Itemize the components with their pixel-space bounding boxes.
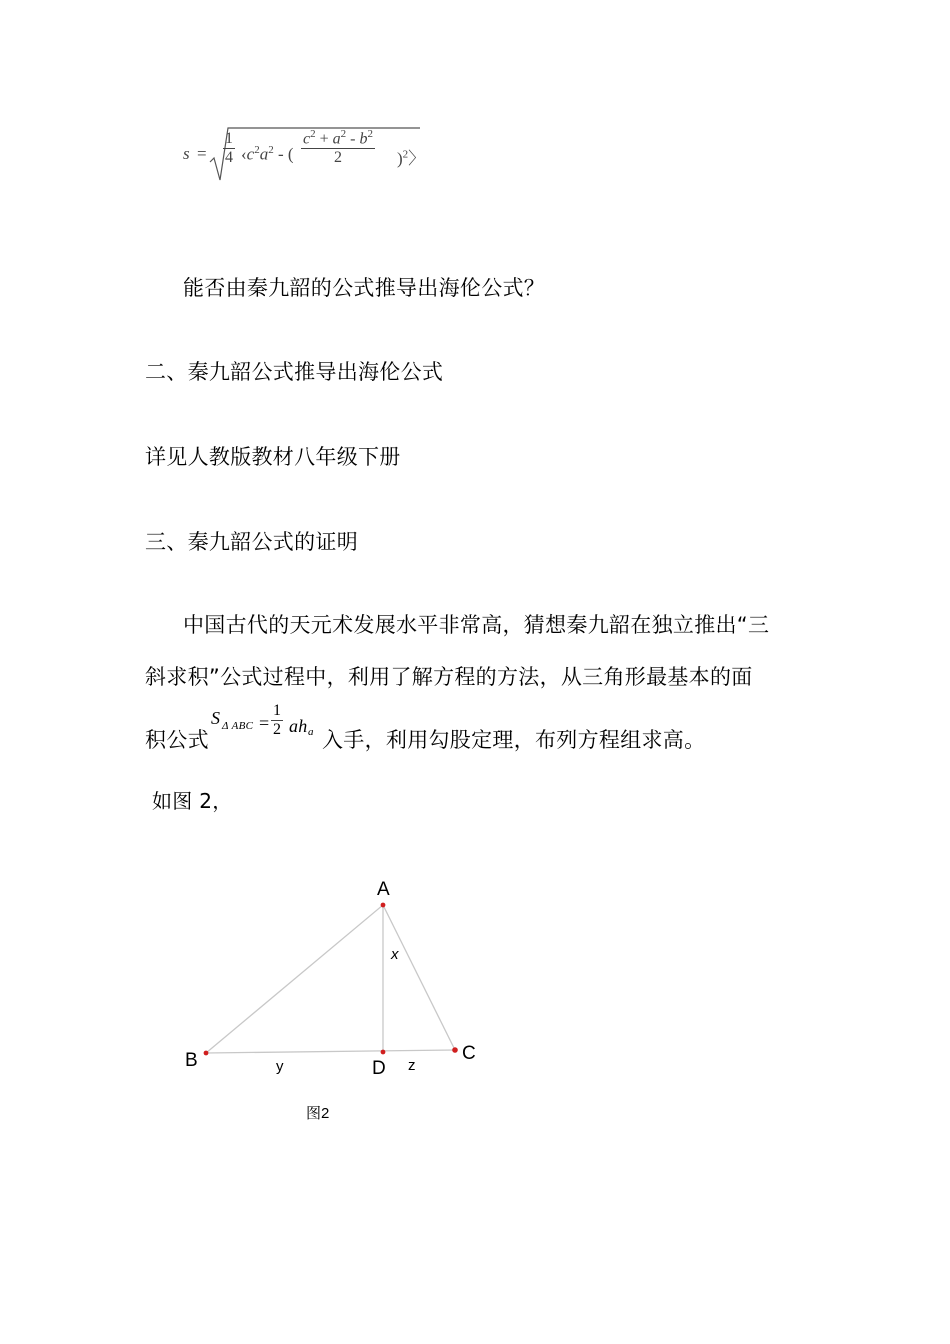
formula-eq: = (197, 144, 207, 163)
side-AB (206, 905, 383, 1053)
body-line-2: 斜求积”公式过程中，利用了解方程的方法，从三角形最基本的面 (145, 665, 753, 689)
label-B: B (185, 1050, 198, 1071)
formula-inner-fraction: $\frac{c^2 + a^2 - b^2}{2}$ (303, 128, 373, 167)
label-z: z (408, 1057, 416, 1074)
body-line-3-pre: 积公式 (145, 728, 209, 752)
body-line-3-post: 入手，利用勾股定理，布列方程组求高。 (322, 728, 706, 752)
figure-intro: 如图 2， (152, 789, 233, 813)
formula-tail: )$^2$〉 (397, 148, 426, 168)
label-A: A (377, 879, 390, 900)
section-heading-3: 三、秦九韶公式的证明 (145, 530, 358, 554)
label-D: D (372, 1058, 386, 1079)
label-y: y (276, 1058, 284, 1075)
body-line-1: 中国古代的天元术发展水平非常高，猜想秦九韶在独立推出“三 (183, 613, 770, 637)
point-D (381, 1050, 386, 1055)
point-C (452, 1047, 458, 1053)
formula-main: $‹c^2a^2$ - ( (241, 144, 294, 164)
formula-quarter: $\frac{1}{4}$ (225, 130, 233, 166)
figure-caption: 图2 (306, 1105, 330, 1122)
section-heading-2: 二、秦九韶公式推导出海伦公式 (145, 360, 444, 384)
label-x: x (391, 946, 399, 963)
point-B (204, 1051, 209, 1056)
point-A (381, 903, 386, 908)
side-AC (383, 905, 455, 1050)
formula-s: s (183, 144, 190, 163)
question-text: 能否由秦九韶的公式推导出海伦公式？ (183, 276, 546, 300)
reference-text: 详见人教版教材八年级下册 (145, 445, 401, 469)
side-BC (206, 1050, 455, 1053)
area-formula: S Δ ABC = $\frac{1}{2}$ ah a (211, 702, 314, 738)
label-C: C (462, 1043, 476, 1064)
